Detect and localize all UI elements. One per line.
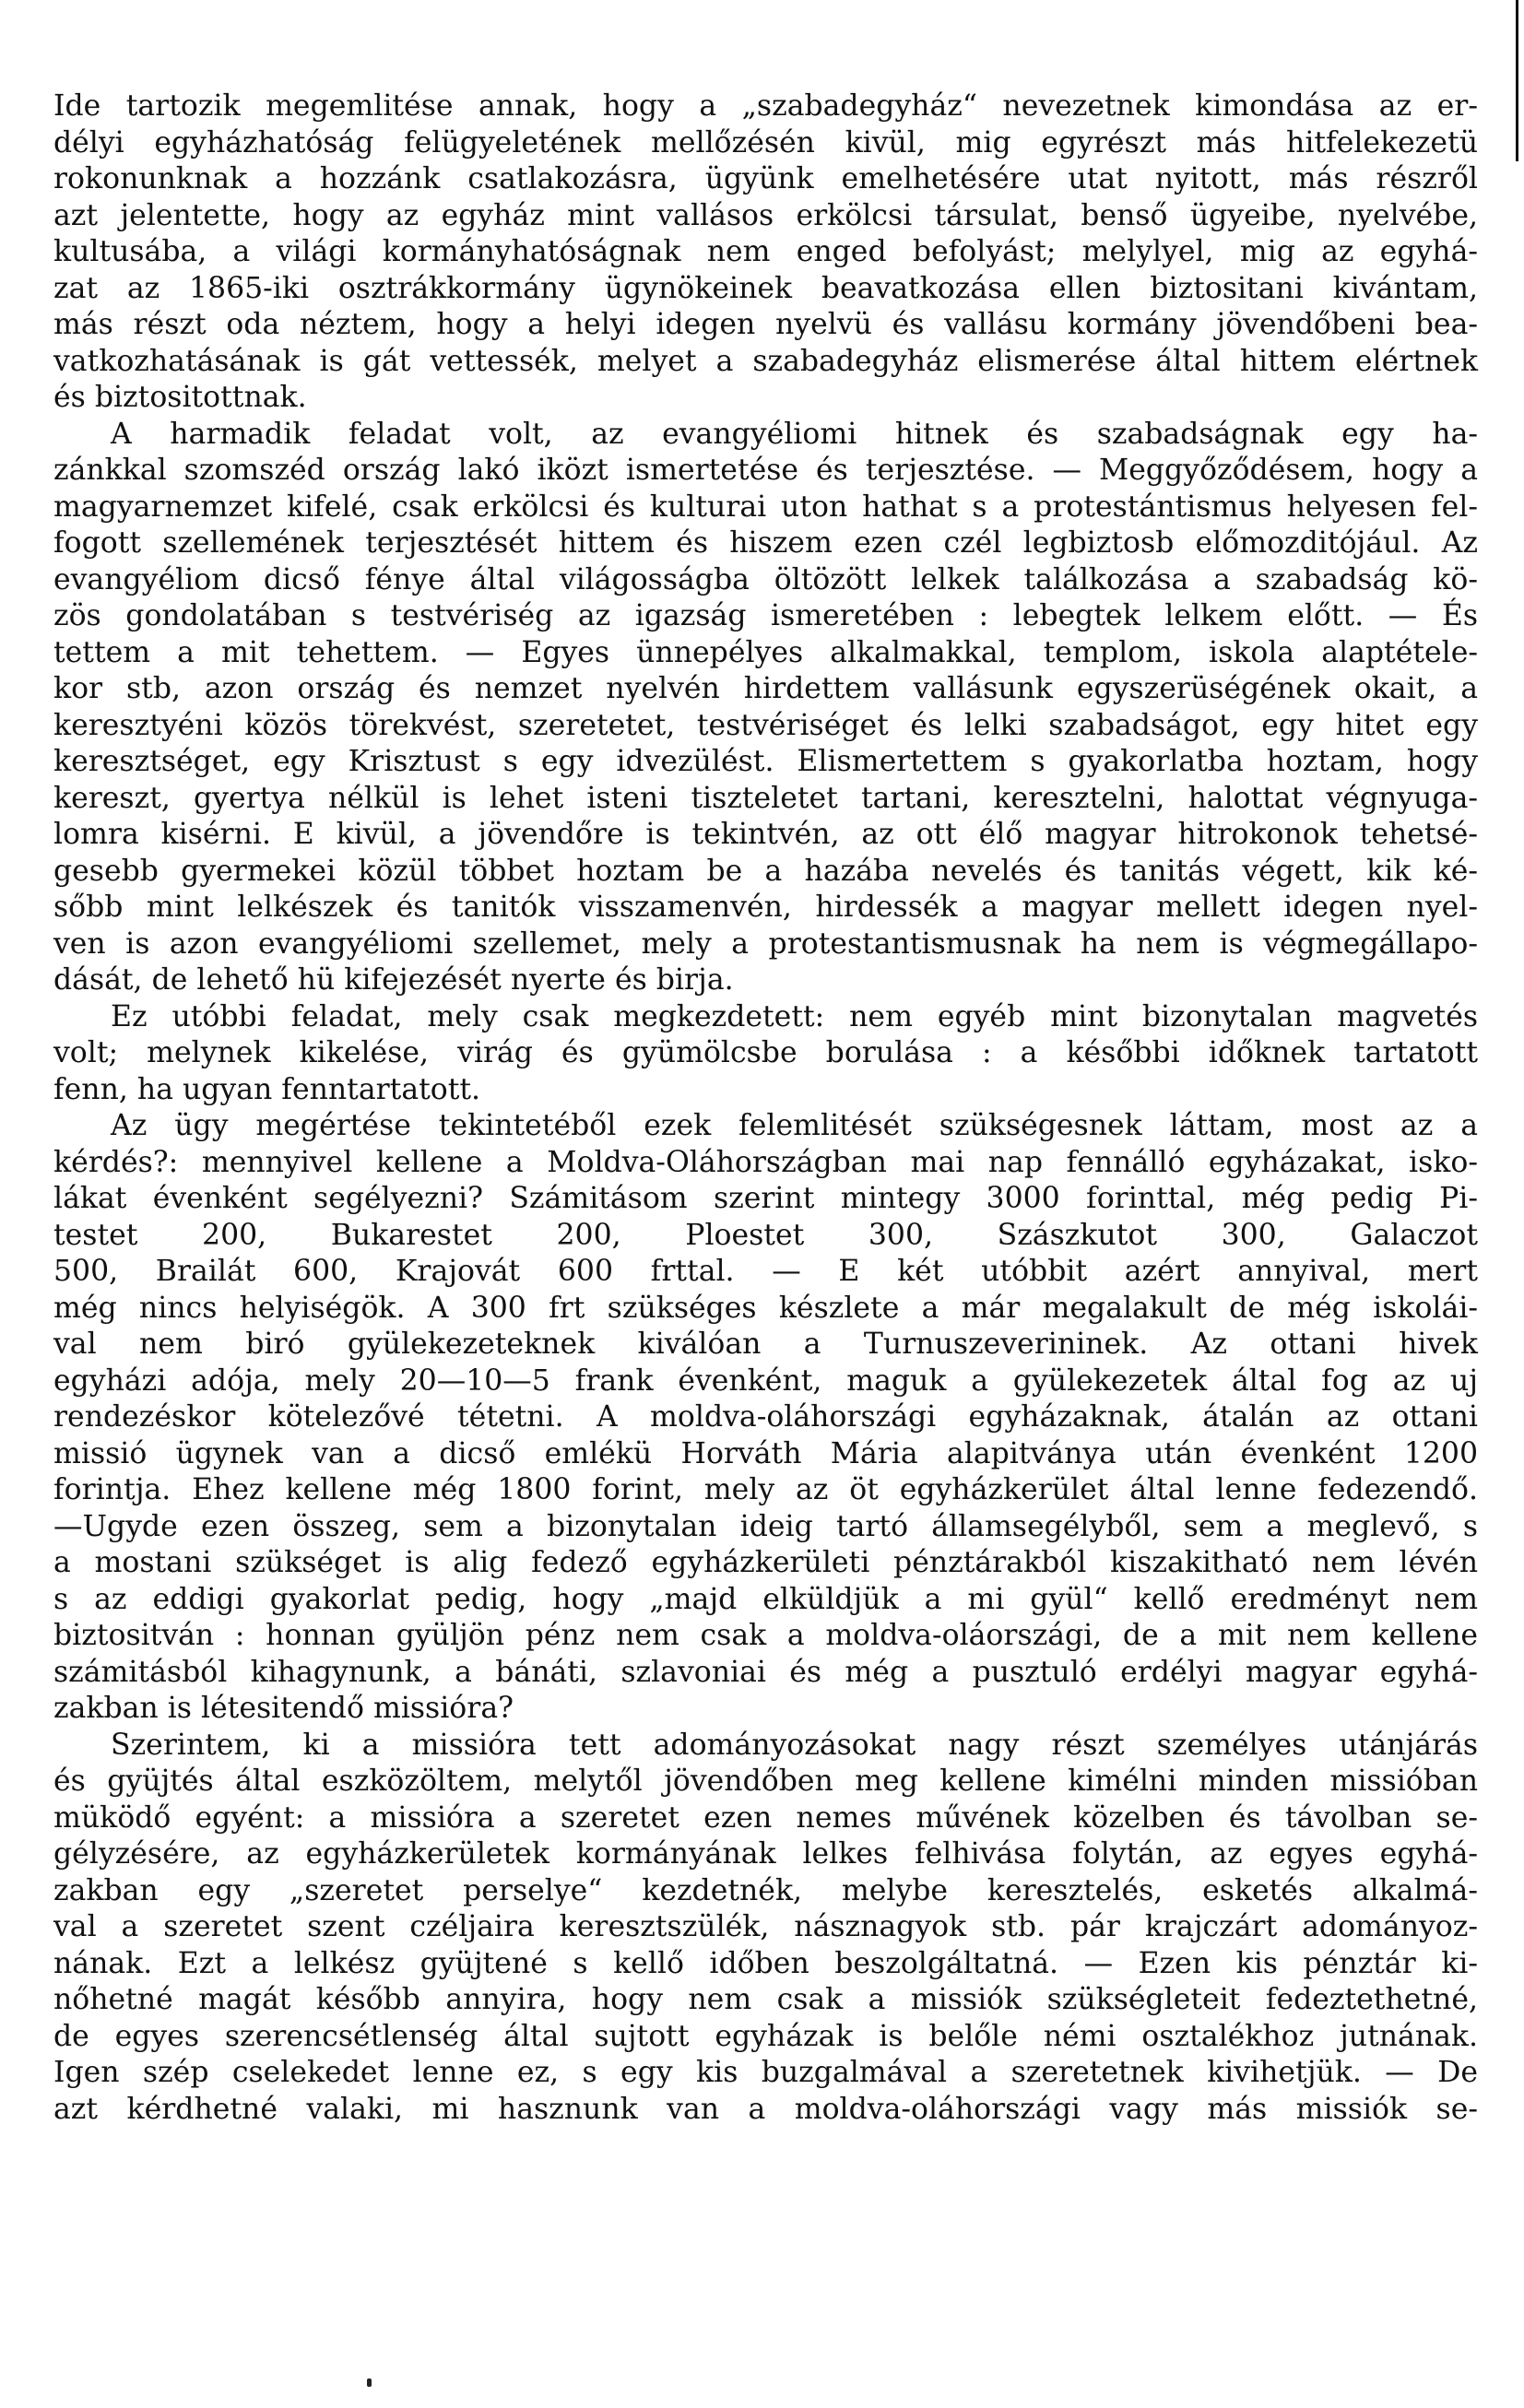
text-line: sőbb mint lelkészek és tanitók visszamenvén, hirdessék a magyar mellett idegen nyel- — [53, 891, 1478, 924]
text-line: délyi egyházhatóság felügyeletének mellőzésén kivül, mig egyrészt más hitfelekezetü — [53, 125, 1478, 159]
text-line: kereszt, gyertya nélkül is lehet isteni tiszteletet tartani, keresztelni, halottat végnyuga- — [53, 781, 1478, 815]
text-line: a mostani szükséget is alig fedező egyházkerületi pénztárakból kiszakitható nem lévén — [53, 1546, 1478, 1579]
text-line: zakban is létesitendő missióra? — [53, 1692, 514, 1725]
text-line: lákat évenként segélyezni? Számitásom szerint mintegy 3000 forinttal, még pedig Pi- — [53, 1182, 1478, 1215]
text-line: nának. Ezt a lelkész gyüjtené s kellő időben beszolgáltatná. — Ezen kis pénztár ki- — [53, 1946, 1478, 1980]
text-line: vatkozhatásának is gát vettessék, melyet a szabadegyház elismerése által hittem elértnek — [53, 344, 1478, 378]
text-line: gesebb gyermekei közül többet hoztam be a hazába nevelés és tanitás végett, kik ké- — [53, 854, 1478, 888]
text-line: zakban egy „szeretet perselye“ kezdetnék, melybe keresztelés, esketés alkalmá- — [53, 1873, 1478, 1907]
page-edge-rule — [1516, 0, 1518, 161]
text-line: Szerintem, ki a missióra tett adományozásokat nagy részt személyes utánjárás — [111, 1728, 1478, 1762]
text-line: kor stb, azon ország és nemzet nyelvén hirdettem vallásunk egyszerüségének okait, a — [53, 672, 1478, 705]
text-line: dását, de lehető hü kifejezését nyerte és birja. — [53, 963, 734, 997]
text-line: lomra kisérni. E kivül, a jövendőre is tekintvén, az ott élő magyar hitrokonok tehetsé- — [53, 818, 1478, 851]
text-line: evangyéliom dicső fénye által világosságba öltözött lelkek találkozása a szabadság kö- — [53, 562, 1478, 596]
text-line: tettem a mit tehettem. — Egyes ünnepélyes alkalmakkal, templom, iskola alaptétele- — [53, 635, 1478, 669]
text-line: zat az 1865-iki osztrákkormány ügynökeinek beavatkozása ellen biztositani kivántam, — [53, 271, 1478, 305]
text-line: keresztyéni közös törekvést, szeretetet, testvériséget és lelki szabadságot, egy hitet egy — [53, 708, 1478, 742]
text-line: fogott szellemének terjesztését hittem és hiszem ezen czél legbiztosb előmozditójául. Az — [53, 526, 1478, 560]
text-line: ven is azon evangyéliomi szellemet, mely a protestantismusnak ha nem is végmegállapo- — [53, 927, 1478, 961]
text-line: Ez utóbbi feladat, mely csak megkezdetett: nem egyéb mint bizonytalan magvetés — [111, 999, 1478, 1033]
text-line: A harmadik feladat volt, az evangyéliomi hitnek és szabadságnak egy ha- — [111, 417, 1478, 451]
text-line: Igen szép cselekedet lenne ez, s egy kis buzgalmával a szeretetnek kivihetjük. — De — [53, 2056, 1478, 2089]
body-text — [53, 89, 1478, 2128]
text-line: missió ügynek van a dicső emlékü Horváth Mária alapitványa után évenként 1200 — [53, 1436, 1478, 1470]
text-line: val nem biró gyülekezeteknek kiválóan a Turnuszeverininek. Az ottani hivek — [53, 1328, 1478, 1361]
text-line: magyarnemzet kifelé, csak erkölcsi és kulturai uton hathat s a protestántismus helyesen fel- — [53, 490, 1478, 524]
text-line: —Ugyde ezen összeg, sem a bizonytalan ideig tartó államsegélyből, sem a meglevő, s — [53, 1509, 1478, 1543]
text-line: Az ügy megértése tekintetéből ezek felemlitését szükségesnek láttam, most az a — [111, 1109, 1478, 1142]
ink-speck — [367, 2378, 372, 2387]
text-line: fenn, ha ugyan fenntartatott. — [53, 1072, 481, 1106]
text-line: gélyzésére, az egyházkerületek kormányának lelkes felhivása folytán, az egyes egyhá- — [53, 1837, 1478, 1871]
text-line: rendezéskor kötelezővé tétetni. A moldva-oláhországi egyházaknak, átalán az ottani — [53, 1400, 1478, 1434]
text-line: és gyüjtés által eszközöltem, melytől jövendőben meg kellene kimélni minden missióban — [53, 1765, 1478, 1798]
text-line: müködő egyént: a missióra a szeretet ezen nemes művének közelben és távolban se- — [53, 1800, 1478, 1835]
text-line: azt kérdhetné valaki, mi hasznunk van a moldva-oláhországi vagy más missiók se- — [53, 2092, 1478, 2126]
text-line: testet 200, Bukarestet 200, Ploestet 300, Szászkutot 300, Galaczot — [53, 1218, 1478, 1252]
text-line: kérdés?: mennyivel kellene a Moldva-Oláhországban mai nap fennálló egyházakat, isko- — [53, 1145, 1478, 1179]
text-line: forintja. Ehez kellene még 1800 forint, mely az öt egyházkerület által lenne fedezendő. — [53, 1473, 1478, 1506]
text-line: zánkkal szomszéd ország lakó iközt ismertetése és terjesztése. — Meggyőződésem, hogy a — [53, 454, 1478, 487]
text-line: rokonunknak a hozzánk csatlakozásra, ügyünk emelhetésére utat nyitott, más részről — [53, 162, 1478, 195]
text-line: más részt oda néztem, hogy a helyi idegen nyelvü és vallásu kormány jövendőbeni bea- — [53, 308, 1478, 341]
text-line: nőhetné magát később annyira, hogy nem csak a missiók szükségleteit fedeztethetné, — [53, 1983, 1478, 2016]
text-line: és biztositottnak. — [53, 381, 307, 414]
text-line: számitásból kihagynunk, a bánáti, szlavoniai és még a pusztuló erdélyi magyar egyhá- — [53, 1655, 1478, 1689]
text-line: kultusába, a világi kormányhatóságnak nem enged befolyást; melylyel, mig az egyhá- — [53, 235, 1478, 268]
text-line: de egyes szerencsétlenség által sujtott egyházak is belőle némi osztalékhoz jutnának. — [53, 2019, 1478, 2053]
text-line: még nincs helyiségök. A 300 frt szükséges készlete a már megalakult de még iskolái- — [53, 1291, 1478, 1325]
text-line: s az eddigi gyakorlat pedig, hogy „majd elküldjük a mi gyül“ kellő eredményt nem — [53, 1582, 1478, 1616]
text-line: azt jelentette, hogy az egyház mint vallásos erkölcsi társulat, benső ügyeibe, nyelvébe, — [53, 198, 1478, 232]
text-line: 500, Brailát 600, Krajovát 600 frttal. — E két utóbbit azért annyival, mert — [53, 1255, 1478, 1288]
text-line: biztositván : honnan gyüljön pénz nem csak a moldva-oláországi, de a mit nem kellene — [53, 1619, 1478, 1652]
text-line: zös gondolatában s testvériség az igazság ismeretében : lebegtek lelkem előtt. — És — [53, 599, 1478, 632]
text-line: Ide tartozik megemlitése annak, hogy a „szabadegyház“ nevezetnek kimondása az er- — [53, 89, 1478, 123]
text-line: val a szeretet szent czéljaira keresztszülék, násznagyok stb. pár krajczárt adományoz- — [53, 1910, 1478, 1943]
text-line: keresztséget, egy Krisztust s egy idvezülést. Elismertettem s gyakorlatba hoztam, hogy — [53, 745, 1478, 778]
text-line: egyházi adója, mely 20—10—5 frank évenként, maguk a gyülekezetek által fog az uj — [53, 1363, 1478, 1398]
text-line: volt; melynek kikelése, virág és gyümölcsbe borulása : a későbbi időknek tartatott — [53, 1036, 1478, 1069]
